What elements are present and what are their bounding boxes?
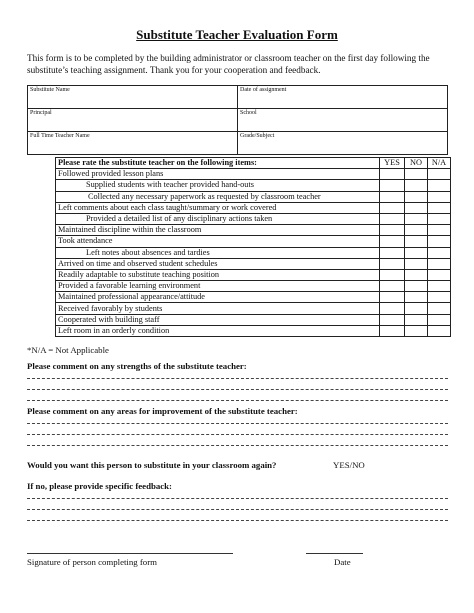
no-checkbox-cell[interactable] (405, 281, 428, 292)
rating-item-label: Took attendance (56, 236, 380, 247)
substitute-name-label: Substitute Name (30, 87, 70, 93)
no-checkbox-cell[interactable] (405, 225, 428, 236)
signature-line[interactable] (27, 553, 233, 554)
na-note: *N/A = Not Applicable (27, 345, 109, 355)
yes-checkbox-cell[interactable] (380, 202, 405, 213)
no-checkbox-cell[interactable] (405, 258, 428, 269)
na-checkbox-cell[interactable] (428, 225, 451, 236)
rating-row (56, 303, 451, 314)
yes-checkbox-cell[interactable] (380, 325, 405, 336)
if-no-question: If no, please provide specific feedback: (27, 481, 172, 491)
na-checkbox-cell[interactable] (428, 247, 451, 258)
no-checkbox-cell[interactable] (405, 202, 428, 213)
yes-checkbox-cell[interactable] (380, 281, 405, 292)
no-checkbox-cell[interactable] (405, 269, 428, 280)
yes-checkbox-cell[interactable] (380, 191, 405, 202)
rating-item-label: Readily adaptable to substitute teaching position (56, 269, 380, 280)
rating-row (56, 292, 451, 303)
no-checkbox-cell[interactable] (405, 303, 428, 314)
grade-subject-label: Grade/Subject (240, 133, 275, 139)
rating-item-label: Left room in an orderly condition (56, 325, 380, 336)
improvement-line[interactable] (27, 445, 448, 446)
improvement-line[interactable] (27, 423, 448, 424)
na-checkbox-cell[interactable] (428, 303, 451, 314)
na-column-header: N/A (428, 158, 451, 169)
date-label: Date (334, 557, 351, 567)
rating-header: Please rate the substitute teacher on the following items: (56, 158, 380, 169)
substitute-again-question: Would you want this person to substitute in your classroom again? (27, 460, 277, 470)
no-checkbox-cell[interactable] (405, 213, 428, 224)
yes-no-answer[interactable]: YES/NO (333, 460, 365, 470)
improvement-question: Please comment on any areas for improvement of the substitute teacher: (27, 406, 298, 416)
no-checkbox-cell[interactable] (405, 180, 428, 191)
rating-row (56, 236, 451, 247)
rating-row (56, 325, 451, 336)
rating-item-label: Followed provided lesson plans (56, 169, 380, 180)
feedback-line[interactable] (27, 520, 448, 521)
yes-checkbox-cell[interactable] (380, 303, 405, 314)
yes-checkbox-cell[interactable] (380, 292, 405, 303)
no-checkbox-cell[interactable] (405, 292, 428, 303)
rating-row (56, 213, 451, 224)
rating-item-label: Received favorably by students (56, 303, 380, 314)
strengths-line[interactable] (27, 400, 448, 401)
rating-row (56, 269, 451, 280)
rating-row (56, 180, 451, 191)
no-checkbox-cell[interactable] (405, 191, 428, 202)
rating-item-label: Cooperated with building staff (56, 314, 380, 325)
yes-checkbox-cell[interactable] (380, 269, 405, 280)
intro-text: This form is to be completed by the building administrator or classroom teacher on the first day following the substitute’s teaching assignment. Thank you for your cooperation and feedback. (27, 53, 430, 75)
yes-checkbox-cell[interactable] (380, 213, 405, 224)
rating-row (56, 169, 451, 180)
na-checkbox-cell[interactable] (428, 281, 451, 292)
rating-item-label: Provided a favorable learning environment (56, 281, 380, 292)
na-checkbox-cell[interactable] (428, 169, 451, 180)
rating-item-label: Supplied students with teacher provided hand-outs (56, 180, 380, 191)
feedback-line[interactable] (27, 509, 448, 510)
na-checkbox-cell[interactable] (428, 180, 451, 191)
full-time-teacher-field[interactable] (28, 132, 238, 155)
principal-field[interactable] (28, 109, 238, 132)
rating-row (56, 258, 451, 269)
na-checkbox-cell[interactable] (428, 292, 451, 303)
na-checkbox-cell[interactable] (428, 191, 451, 202)
date-line[interactable] (306, 553, 363, 554)
na-checkbox-cell[interactable] (428, 202, 451, 213)
rating-item-label: Provided a detailed list of any disciplinary actions taken (56, 213, 380, 224)
rating-row (56, 281, 451, 292)
date-of-assignment-label: Date of assignment (240, 87, 287, 93)
school-label: School (240, 110, 257, 116)
yes-checkbox-cell[interactable] (380, 236, 405, 247)
rating-row (56, 225, 451, 236)
no-checkbox-cell[interactable] (405, 247, 428, 258)
rating-item-label: Maintained professional appearance/attitude (56, 292, 380, 303)
improvement-line[interactable] (27, 434, 448, 435)
na-checkbox-cell[interactable] (428, 236, 451, 247)
yes-checkbox-cell[interactable] (380, 247, 405, 258)
full-time-teacher-label: Full Time Teacher Name (30, 133, 90, 139)
rating-item-label: Maintained discipline within the classroom (56, 225, 380, 236)
yes-column-header: YES (380, 158, 405, 169)
form-title: Substitute Teacher Evaluation Form (136, 27, 338, 42)
na-checkbox-cell[interactable] (428, 314, 451, 325)
grade-subject-field[interactable] (238, 132, 448, 155)
na-checkbox-cell[interactable] (428, 258, 451, 269)
strengths-question: Please comment on any strengths of the substitute teacher: (27, 361, 247, 371)
rating-row (56, 247, 451, 258)
info-table (27, 85, 448, 155)
na-checkbox-cell[interactable] (428, 213, 451, 224)
yes-checkbox-cell[interactable] (380, 258, 405, 269)
na-checkbox-cell[interactable] (428, 269, 451, 280)
no-checkbox-cell[interactable] (405, 236, 428, 247)
yes-checkbox-cell[interactable] (380, 169, 405, 180)
no-column-header: NO (405, 158, 428, 169)
yes-checkbox-cell[interactable] (380, 180, 405, 191)
strengths-line[interactable] (27, 389, 448, 390)
rating-item-label: Left notes about absences and tardies (56, 247, 380, 258)
substitute-name-field[interactable] (28, 86, 238, 109)
principal-label: Principal (30, 110, 52, 116)
signature-label: Signature of person completing form (27, 557, 157, 567)
feedback-line[interactable] (27, 498, 448, 499)
rating-item-label: Arrived on time and observed student schedules (56, 258, 380, 269)
strengths-line[interactable] (27, 378, 448, 379)
rating-row (56, 191, 451, 202)
rating-item-label: Left comments about each class taught/summary or work covered (56, 202, 380, 213)
yes-checkbox-cell[interactable] (380, 314, 405, 325)
no-checkbox-cell[interactable] (405, 325, 428, 336)
no-checkbox-cell[interactable] (405, 169, 428, 180)
school-field[interactable] (238, 109, 448, 132)
yes-checkbox-cell[interactable] (380, 225, 405, 236)
no-checkbox-cell[interactable] (405, 314, 428, 325)
rating-row (56, 314, 451, 325)
rating-item-label: Collected any necessary paperwork as requested by classroom teacher (56, 191, 380, 202)
date-of-assignment-field[interactable] (238, 86, 448, 109)
rating-table (55, 157, 451, 337)
na-checkbox-cell[interactable] (428, 325, 451, 336)
rating-row (56, 202, 451, 213)
